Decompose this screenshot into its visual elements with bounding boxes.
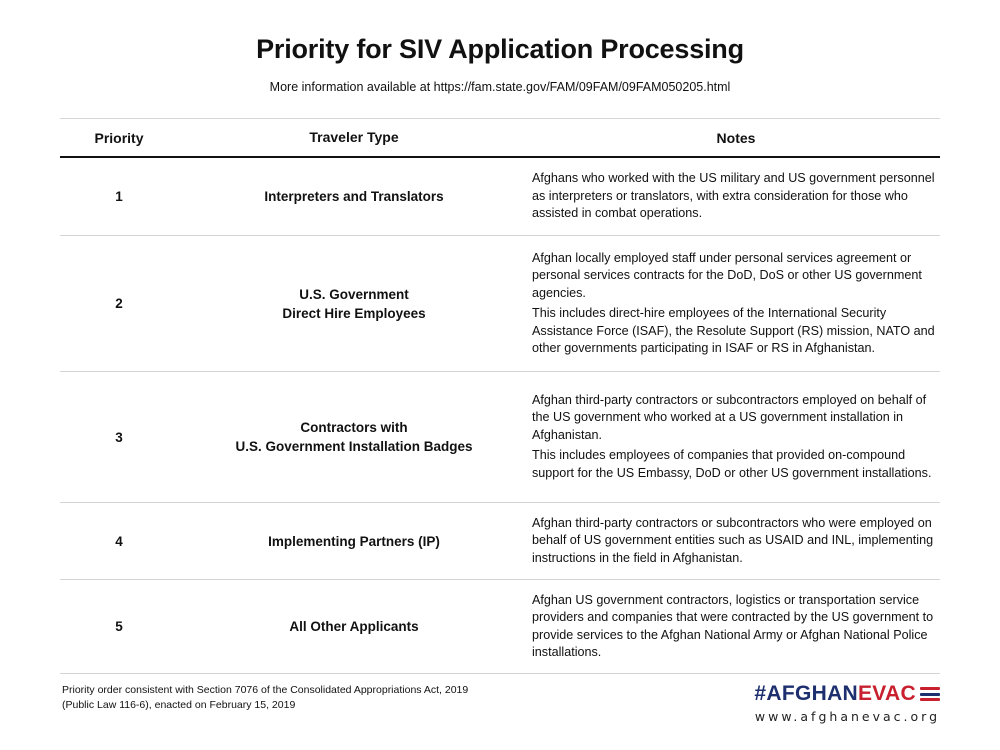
footnote-line: (Public Law 116-6), enacted on February 15, 2019 xyxy=(62,699,296,711)
priority-cell: 5 xyxy=(115,619,123,634)
table-row xyxy=(60,580,940,674)
brand-logo xyxy=(754,682,940,724)
header-notes: Notes xyxy=(716,129,756,146)
traveler-type-line: U.S. Government Installation Badges xyxy=(235,439,473,454)
traveler-type-line: All Other Applicants xyxy=(289,619,419,634)
priority-cell: 3 xyxy=(115,429,123,445)
hashtag-part-afghan: #AFGHAN xyxy=(754,682,858,705)
footnote xyxy=(62,683,522,713)
traveler-type-cell xyxy=(178,285,530,323)
traveler-type-cell xyxy=(178,617,530,636)
notes-cell xyxy=(530,250,940,358)
traveler-type-line: Implementing Partners (IP) xyxy=(268,533,440,549)
table-row xyxy=(60,503,940,580)
traveler-type-line: U.S. Government xyxy=(299,286,409,302)
notes-paragraph: Afghan locally employed staff under personal services agreement or personal services contracts for the DoD, DoS or other US government agencies. xyxy=(532,250,922,300)
traveler-type-cell xyxy=(178,418,530,456)
header-traveler-type: Traveler Type xyxy=(309,129,399,145)
footnote-line: Priority order consistent with Section 7076 of the Consolidated Appropriations Act, 2019 xyxy=(62,684,469,696)
notes-cell xyxy=(530,392,940,483)
notes-paragraph: This includes direct-hire employees of the International Security Assistance Force (ISAF), the Resolute Support (RS) mission, NATO and other governments participating in ISAF or RS in Afghanistan. xyxy=(532,306,935,355)
priority-cell: 1 xyxy=(115,189,123,204)
table-header xyxy=(60,119,940,158)
table-row xyxy=(60,372,940,503)
notes-cell xyxy=(530,592,940,662)
traveler-type-line: Contractors with xyxy=(300,420,408,435)
notes-paragraph: Afghan US government contractors, logistics or transportation service providers and companies that were contracted by the US government to provide services to the Afghan National Army or Afghan National Police installations. xyxy=(532,592,934,659)
traveler-type-line: Interpreters and Translators xyxy=(264,189,444,204)
page-title: Priority for SIV Application Processing xyxy=(256,34,744,64)
notes-cell xyxy=(530,515,940,568)
notes-paragraph: Afghan third-party contractors or subcontractors who were employed on behalf of US government entities such as USAID and INL, implementing instructions in the field in Afghanistan. xyxy=(532,515,934,565)
notes-paragraph: This includes employees of companies that provided on-compound support for the US Embassy, DoD or other US government installations. xyxy=(532,448,932,480)
brand-hashtag xyxy=(754,682,940,706)
notes-paragraph: Afghan third-party contractors or subcontractors employed on behalf of the US government who worked at a US government installation in Afghanistan. xyxy=(532,392,927,442)
page-subtitle: More information available at https://fam.state.gov/FAM/09FAM/09FAM050205.html xyxy=(269,80,731,94)
table-row xyxy=(60,236,940,372)
notes-paragraph: Afghans who worked with the US military and US government personnel as interpreters or translators, with extra consideration for those who assisted in combat operations. xyxy=(532,171,935,221)
brand-url: www.afghanevac.org xyxy=(754,709,940,724)
priority-table xyxy=(60,118,940,674)
traveler-type-cell xyxy=(178,532,530,551)
notes-cell xyxy=(530,170,940,223)
traveler-type-line: Direct Hire Employees xyxy=(282,305,426,321)
table-row xyxy=(60,158,940,236)
flag-stripes-icon xyxy=(920,686,940,702)
header-priority: Priority xyxy=(94,129,144,146)
priority-cell: 2 xyxy=(115,296,123,311)
hashtag-part-evac: EVAC xyxy=(858,682,916,705)
priority-cell: 4 xyxy=(115,533,123,549)
traveler-type-cell xyxy=(178,187,530,206)
